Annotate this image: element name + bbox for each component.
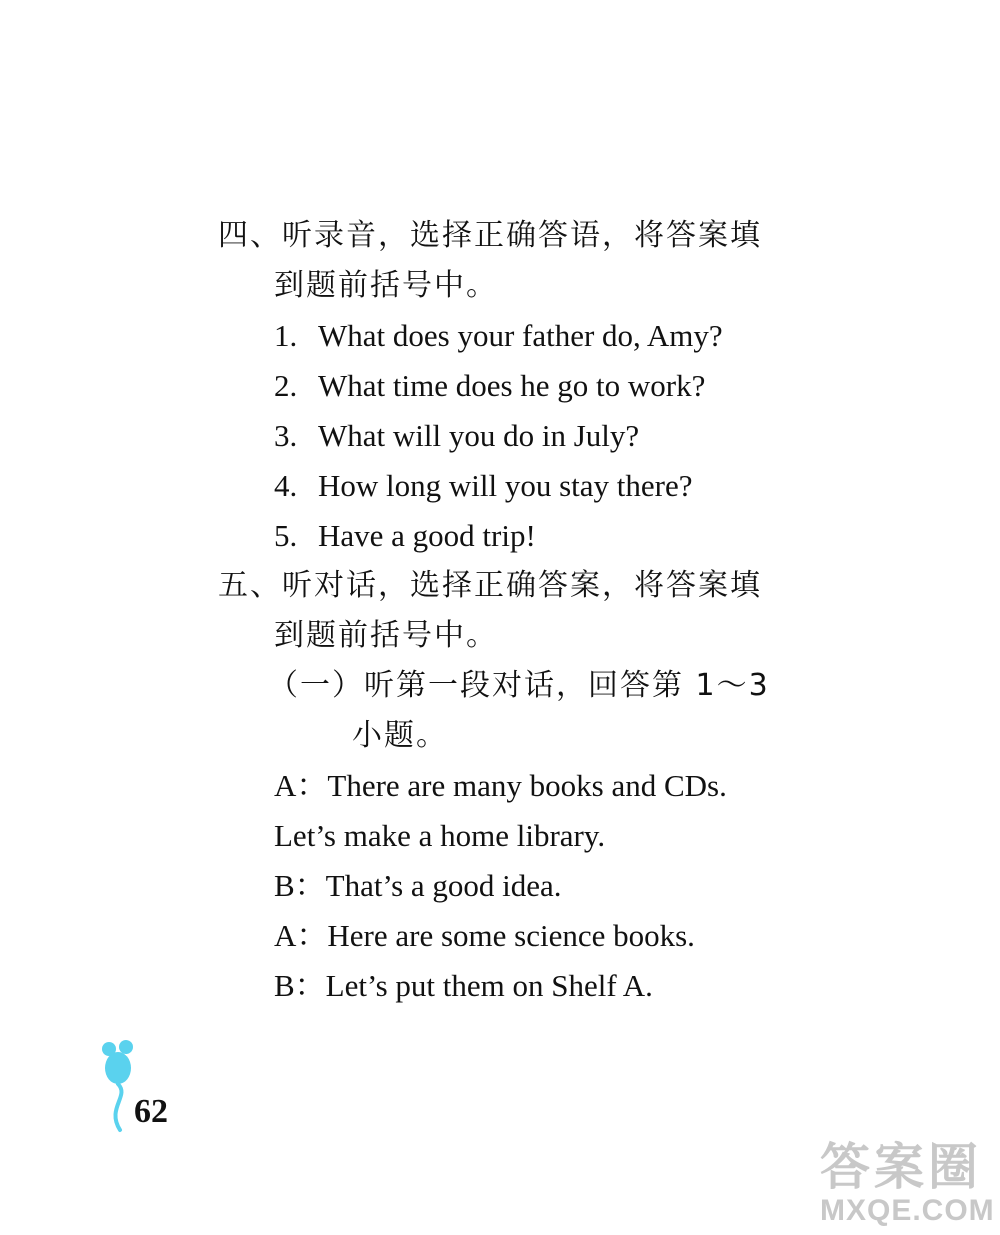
watermark-bottom: MXQE.COM	[820, 1194, 995, 1227]
question-number: 2.	[274, 368, 298, 403]
dialogue-line-3: B：That’s a good idea.	[274, 868, 562, 903]
section4-heading-line2: 到题前括号中。	[274, 268, 498, 303]
question-number: 5.	[274, 518, 298, 553]
question-text: What will you do in July?	[318, 418, 640, 453]
question-number: 4.	[274, 468, 298, 503]
question-item-5	[274, 516, 536, 556]
watermark	[820, 1140, 995, 1228]
dialogue-line-5: B：Let’s put them on Shelf A.	[274, 968, 653, 1003]
question-text: How long will you stay there?	[318, 468, 693, 503]
section4-heading-line1: 四、听录音，选择正确答语，将答案填	[218, 218, 762, 253]
section5-heading-line1: 五、听对话，选择正确答案，将答案填	[218, 568, 762, 603]
section5-sub-line1: （一）听第一段对话，回答第 1～3	[268, 668, 770, 703]
section5-sub-line2: 小题。	[352, 718, 448, 753]
page-number: 62	[134, 1093, 168, 1130]
question-text: What does your father do, Amy?	[318, 318, 723, 353]
watermark-top: 答案圈	[820, 1138, 982, 1196]
question-number: 3.	[274, 418, 298, 453]
dialogue-line-1: A：There are many books and CDs.	[274, 768, 727, 803]
section5-heading-line2: 到题前括号中。	[274, 618, 498, 653]
question-text: Have a good trip!	[318, 518, 536, 553]
question-text: What time does he go to work?	[318, 368, 706, 403]
question-item-4	[274, 466, 693, 506]
question-item-3	[274, 416, 639, 456]
question-number: 1.	[274, 318, 298, 353]
dialogue-line-4: A：Here are some science books.	[274, 918, 695, 953]
dialogue-line-2: Let’s make a home library.	[274, 818, 606, 853]
question-item-1	[274, 316, 723, 356]
question-item-2	[274, 366, 705, 406]
